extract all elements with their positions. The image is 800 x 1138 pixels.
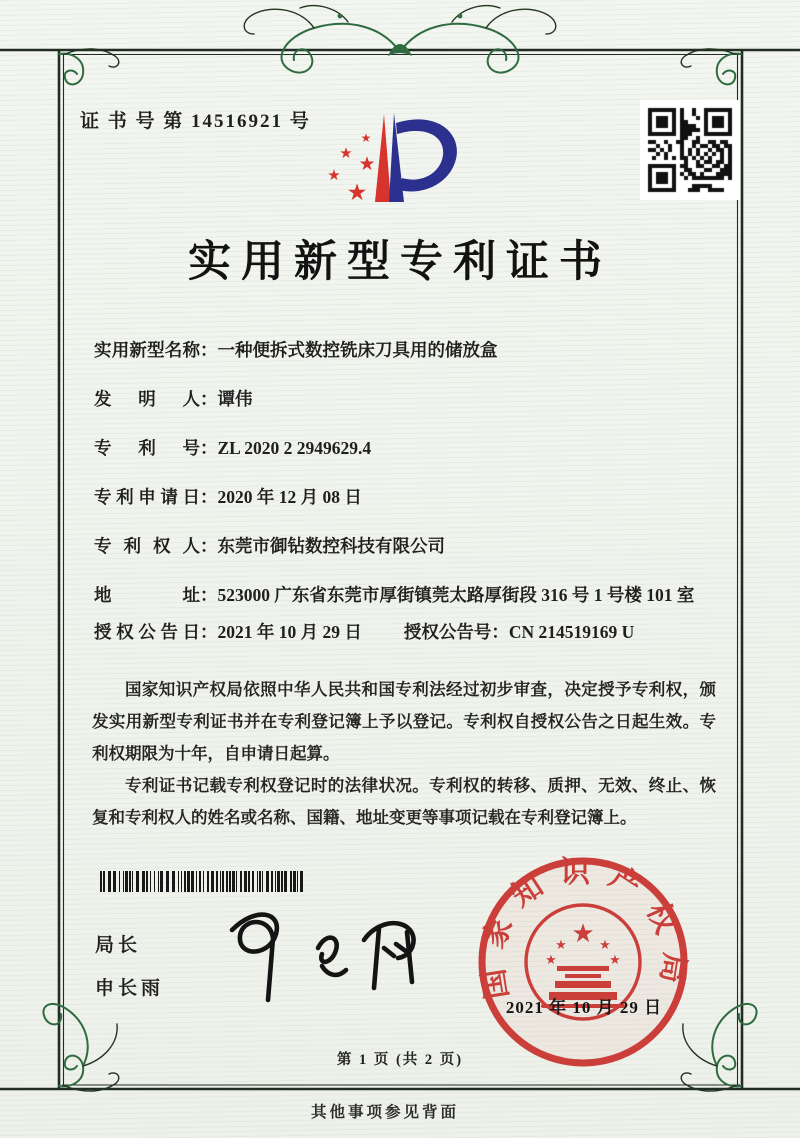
star-icon: ★ — [358, 153, 376, 175]
field-patent-number — [94, 436, 716, 461]
colon: ： — [200, 536, 218, 556]
star-icon: ★ — [545, 953, 557, 968]
top-center-flourish — [244, 6, 556, 73]
field-value: ZL 2020 2 2949629.4 — [217, 438, 372, 458]
cnipa-logo-icon — [322, 92, 482, 220]
field-label: 实用新型名称 — [94, 340, 200, 360]
qr-code — [644, 104, 736, 196]
director-title: 局长 — [95, 935, 142, 956]
certificate-number: 证 书 号 第 14516921 号 — [80, 111, 311, 132]
seal-authority-text: 国家知识产权局 — [474, 855, 692, 1002]
field-value: 东莞市御钻数控科技有限公司 — [217, 536, 445, 556]
page-indicator: 第 1 页 (共 2 页) — [336, 1052, 464, 1068]
official-seal — [468, 847, 698, 1077]
colon: ： — [491, 622, 509, 642]
colon: ： — [200, 585, 218, 605]
star-icon: ★ — [555, 938, 567, 953]
seal-date: 2021 年 10 月 29 日 — [505, 998, 663, 1017]
legal-paragraph: 专利证书记载专利权登记时的法律状况。专利权的转移、质押、无效、终止、恢复和专利权人的姓名或名称、国籍、地址变更等事项记载在专利登记簿上。 — [92, 776, 716, 827]
director-block — [95, 930, 164, 1000]
field-label: 专 利 号 — [94, 438, 200, 458]
star-icon: ★ — [339, 144, 353, 162]
certificate-title: 实用新型专利证书 — [188, 239, 612, 286]
director-name: 申长雨 — [95, 978, 165, 999]
field-label: 发 明 人 — [94, 389, 200, 409]
barcode — [100, 871, 310, 892]
star-icon: ★ — [360, 131, 372, 145]
field-value: 2020 年 12 月 08 日 — [217, 487, 362, 507]
field-patentee — [94, 534, 716, 559]
field-value: CN 214519169 U — [508, 622, 635, 642]
field-label: 授权公告号 — [403, 622, 492, 642]
legal-text — [92, 674, 716, 834]
colon: ： — [200, 340, 218, 360]
field-label: 专 利 权 人 — [94, 536, 200, 556]
field-value: 2021 年 10 月 29 日 — [217, 622, 362, 642]
colon: ： — [200, 438, 218, 458]
colon: ： — [200, 487, 218, 507]
field-inventor — [94, 387, 716, 412]
colon: ： — [200, 622, 218, 642]
field-utility-model-name — [94, 338, 716, 363]
field-filing-date — [94, 485, 716, 510]
field-value: 谭伟 — [217, 389, 253, 409]
star-icon: ★ — [599, 938, 611, 953]
legal-paragraph: 国家知识产权局依照中华人民共和国专利法经过初步审查，决定授予专利权，颁发实用新型专利证书并在专利登记簿上予以登记。专利权自授权公告之日起生效。专利权期限为十年，自申请日起算。 — [92, 680, 716, 763]
director-signature-icon — [198, 896, 428, 1011]
colon: ： — [200, 389, 218, 409]
star-icon: ★ — [609, 953, 621, 968]
field-list — [94, 338, 716, 669]
field-value: 523000 广东省东莞市厚街镇莞太路厚街段 316 号 1 号楼 101 室 — [217, 585, 695, 605]
back-side-note: 其他事项参见背面 — [310, 1104, 459, 1121]
field-label: 专利申请日 — [94, 487, 200, 507]
field-label: 地 址 — [94, 585, 200, 605]
field-label: 授权公告日 — [94, 622, 200, 642]
star-icon: ★ — [327, 166, 341, 184]
field-grant-number — [404, 620, 634, 645]
field-value: 一种便拆式数控铣床刀具用的储放盒 — [217, 340, 498, 360]
star-icon: ★ — [346, 180, 368, 206]
field-grant-row — [94, 620, 716, 645]
star-icon: ★ — [571, 919, 595, 949]
field-address — [94, 583, 716, 608]
